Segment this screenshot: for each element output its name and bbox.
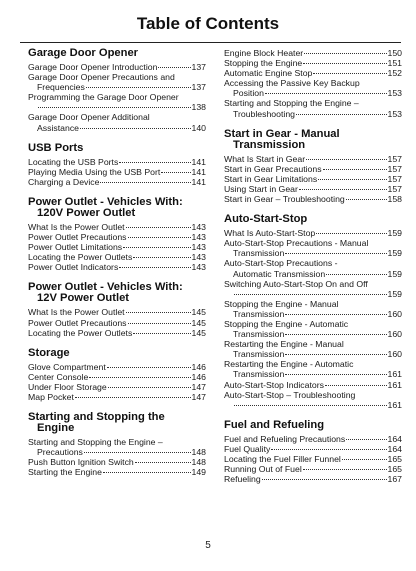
toc-section xyxy=(28,143,206,187)
dot-leader xyxy=(303,63,386,64)
toc-column-left xyxy=(28,48,206,477)
toc-entry-leader-row xyxy=(28,177,206,187)
title-divider xyxy=(20,42,401,43)
toc-entry[interactable] xyxy=(224,359,402,379)
toc-entry-page: 151 xyxy=(387,58,402,69)
toc-entry-leader-row xyxy=(224,109,402,119)
dot-leader xyxy=(133,257,190,258)
toc-entry-title: Engine Block Heater xyxy=(224,48,304,58)
toc-entry-leader-row xyxy=(224,369,402,379)
toc-entry[interactable] xyxy=(28,437,206,457)
section-heading xyxy=(28,412,206,434)
toc-entry[interactable] xyxy=(28,457,206,467)
section-heading-line: Start in Gear - Manual xyxy=(224,127,340,140)
toc-entry-leader-row xyxy=(224,444,402,454)
toc-section xyxy=(28,48,206,133)
dot-leader xyxy=(342,459,387,460)
toc-entry-page: 141 xyxy=(191,176,206,187)
dot-leader xyxy=(306,159,386,160)
dot-leader xyxy=(38,107,191,108)
toc-entry[interactable] xyxy=(224,474,402,484)
toc-entry-leader-row xyxy=(28,232,206,242)
toc-entry-page: 145 xyxy=(191,327,206,338)
toc-entry[interactable] xyxy=(224,68,402,78)
toc-entry-leader-row xyxy=(224,88,402,98)
toc-entry[interactable] xyxy=(28,242,206,252)
toc-entry[interactable] xyxy=(224,228,402,238)
toc-entry-title: Locating the Power Outlets xyxy=(28,327,133,338)
toc-entry-leader-row xyxy=(28,372,206,382)
toc-entry-leader-row xyxy=(28,457,206,467)
dot-leader xyxy=(135,462,191,463)
toc-section xyxy=(28,282,206,337)
dot-leader xyxy=(285,253,386,254)
toc-entry-leader-row xyxy=(28,328,206,338)
toc-entry-title: Troubleshooting xyxy=(233,108,295,119)
toc-entry[interactable] xyxy=(224,258,402,278)
dot-leader xyxy=(265,93,387,94)
toc-entry-page: 157 xyxy=(387,153,402,164)
toc-section xyxy=(28,348,206,402)
toc-entry-leader-row xyxy=(28,102,206,112)
toc-entry-leader-row xyxy=(224,68,402,78)
toc-entry-page: 161 xyxy=(387,369,402,380)
toc-entry-page: 167 xyxy=(387,474,402,485)
toc-entry-title: Transmission xyxy=(233,349,285,360)
toc-entry[interactable] xyxy=(28,382,206,392)
toc-entry-page: 141 xyxy=(191,156,206,167)
toc-entry[interactable] xyxy=(28,62,206,72)
toc-entry[interactable] xyxy=(28,222,206,232)
toc-entry-title: Starting and Stopping the Engine – xyxy=(28,437,163,448)
toc-entry[interactable] xyxy=(224,390,402,410)
dot-leader xyxy=(325,385,387,386)
toc-entry-leader-row xyxy=(28,307,206,317)
dot-leader xyxy=(119,267,190,268)
dot-leader xyxy=(296,114,387,115)
toc-entry-leader-row xyxy=(224,380,402,390)
dot-leader xyxy=(318,179,386,180)
dot-leader xyxy=(285,334,386,335)
toc-entry-title: Restarting the Engine - Automatic xyxy=(224,359,354,370)
toc-entry-leader-row xyxy=(224,184,402,194)
toc-entry-title: What Is Auto-Start-Stop xyxy=(224,228,316,239)
toc-entry-title: Precautions xyxy=(37,447,83,458)
toc-entry[interactable] xyxy=(28,72,206,92)
toc-entry-leader-row xyxy=(224,349,402,359)
toc-entry-title: Frequencies xyxy=(37,82,85,93)
toc-entry[interactable] xyxy=(224,319,402,339)
toc-entry-page: 141 xyxy=(191,166,206,177)
toc-entry-leader-row xyxy=(224,289,402,299)
section-heading-line: Power Outlet - Vehicles With: xyxy=(28,195,183,208)
toc-section xyxy=(28,412,206,477)
toc-entry[interactable] xyxy=(28,372,206,382)
toc-entry-title: Garage Door Opener Additional xyxy=(28,112,150,123)
dot-leader xyxy=(316,233,386,234)
toc-entry-leader-row xyxy=(28,62,206,72)
dot-leader xyxy=(285,354,386,355)
toc-entry[interactable] xyxy=(224,154,402,164)
toc-entry-title: Refueling xyxy=(224,474,261,485)
toc-entry-title: Map Pocket xyxy=(28,391,74,402)
toc-entry-page: 159 xyxy=(387,288,402,299)
dot-leader xyxy=(304,53,386,54)
toc-entry-page: 153 xyxy=(387,88,402,99)
toc-entry-title: Stopping the Engine xyxy=(224,58,303,69)
toc-entry-leader-row xyxy=(224,269,402,279)
toc-entry-page: 153 xyxy=(387,108,402,119)
toc-entry-leader-row xyxy=(28,222,206,232)
toc-column-right xyxy=(224,48,402,484)
toc-entry-page: 149 xyxy=(191,467,206,478)
toc-entry-leader-row xyxy=(224,154,402,164)
toc-entry-leader-row xyxy=(224,248,402,258)
toc-entry-page: 160 xyxy=(387,329,402,340)
toc-entry-title: Starting and Stopping the Engine – xyxy=(224,98,359,109)
dot-leader xyxy=(326,274,386,275)
dot-leader xyxy=(107,367,191,368)
dot-leader xyxy=(323,169,387,170)
toc-entry-title: Push Button Ignition Switch xyxy=(28,457,134,468)
toc-entry-leader-row xyxy=(224,48,402,58)
toc-entry[interactable] xyxy=(224,174,402,184)
toc-entry-leader-row xyxy=(224,194,402,204)
toc-section xyxy=(28,197,206,272)
toc-entry-title: What Is the Power Outlet xyxy=(28,221,125,232)
dot-leader xyxy=(89,377,190,378)
toc-entry-title: Under Floor Storage xyxy=(28,381,107,392)
dot-leader xyxy=(313,73,386,74)
toc-entry-leader-row xyxy=(224,58,402,68)
toc-entry[interactable] xyxy=(224,58,402,68)
toc-entry-leader-row xyxy=(224,228,402,238)
toc-entry-title: Assistance xyxy=(37,122,80,133)
dot-leader xyxy=(126,312,191,313)
toc-entry-title: Garage Door Opener Precautions and xyxy=(28,72,175,83)
toc-entry-title: Auto-Start-Stop – Troubleshooting xyxy=(224,389,356,400)
section-heading xyxy=(224,214,402,225)
toc-entry-page: 146 xyxy=(191,361,206,372)
dot-leader xyxy=(86,87,191,88)
toc-entry-title: Using Start in Gear xyxy=(224,183,298,194)
toc-entry-title: Garage Door Opener Introduction xyxy=(28,62,158,72)
toc-entry[interactable] xyxy=(224,464,402,474)
toc-entry[interactable] xyxy=(28,392,206,402)
dot-leader xyxy=(100,182,190,183)
toc-entry[interactable] xyxy=(224,279,402,299)
toc-entry-title: Transmission xyxy=(233,369,285,380)
toc-entry-leader-row xyxy=(224,434,402,444)
toc-entry-page: 159 xyxy=(387,248,402,259)
toc-entry-leader-row xyxy=(224,174,402,184)
toc-entry-page: 148 xyxy=(191,457,206,468)
toc-entry-leader-row xyxy=(28,123,206,133)
toc-entry-leader-row xyxy=(28,82,206,92)
section-heading-line: 120V Power Outlet xyxy=(37,206,136,219)
toc-entry-title: Power Outlet Precautions xyxy=(28,317,127,328)
dot-leader xyxy=(346,439,386,440)
toc-entry-title: Fuel and Refueling Precautions xyxy=(224,433,346,444)
toc-entry-leader-row xyxy=(28,318,206,328)
toc-entry-title: Locating the Power Outlets xyxy=(28,252,133,263)
toc-entry-title: Transmission xyxy=(233,248,285,259)
toc-entry[interactable] xyxy=(224,299,402,319)
section-heading-line: Power Outlet - Vehicles With: xyxy=(28,281,183,294)
toc-entry[interactable] xyxy=(28,362,206,372)
toc-entry-page: 138 xyxy=(191,102,206,113)
toc-entry-leader-row xyxy=(28,252,206,262)
dot-leader xyxy=(133,333,190,334)
toc-entry[interactable] xyxy=(28,167,206,177)
toc-entry-title: Stopping the Engine - Manual xyxy=(224,298,339,309)
section-heading-line: Storage xyxy=(28,346,70,359)
dot-leader xyxy=(161,172,190,173)
toc-entry-title: Locating the USB Ports xyxy=(28,156,119,167)
section-heading-line: Transmission xyxy=(233,138,306,151)
toc-entry[interactable] xyxy=(28,262,206,272)
toc-entry-title: Programming the Garage Door Opener xyxy=(28,92,179,103)
dot-leader xyxy=(119,162,190,163)
toc-entry[interactable] xyxy=(224,434,402,444)
toc-entry-title: Playing Media Using the USB Port xyxy=(28,166,161,177)
dot-leader xyxy=(285,374,386,375)
toc-entry-page: 157 xyxy=(387,183,402,194)
section-heading-line: Starting and Stopping the xyxy=(28,411,165,424)
section-heading xyxy=(28,143,206,154)
toc-entry-page: 145 xyxy=(191,317,206,328)
toc-entry-page: 140 xyxy=(191,122,206,133)
toc-entry-leader-row xyxy=(28,467,206,477)
toc-entry-page: 160 xyxy=(387,349,402,360)
toc-entry-leader-row xyxy=(28,382,206,392)
toc-entry-page: 158 xyxy=(387,194,402,205)
toc-entry-title: Auto-Start-Stop Precautions - xyxy=(224,258,338,269)
toc-entry[interactable] xyxy=(28,177,206,187)
toc-entry-title: Center Console xyxy=(28,371,89,382)
toc-entry-leader-row xyxy=(224,474,402,484)
toc-entry[interactable] xyxy=(224,164,402,174)
toc-entry-page: 146 xyxy=(191,371,206,382)
page-title: Table of Contents xyxy=(136,14,280,33)
toc-entry[interactable] xyxy=(28,92,206,112)
section-heading xyxy=(28,197,206,219)
toc-entry-title: Charging a Device xyxy=(28,176,100,187)
dot-leader xyxy=(126,227,191,228)
dot-leader xyxy=(234,294,387,295)
dot-leader xyxy=(234,405,387,406)
section-heading-line: Garage Door Opener xyxy=(28,47,139,59)
toc-entry[interactable] xyxy=(28,307,206,317)
toc-entry-page: 143 xyxy=(191,232,206,243)
toc-entry-title: Power Outlet Indicators xyxy=(28,262,119,273)
toc-entry-title: Fuel Quality xyxy=(224,443,271,454)
section-heading-line: Fuel and Refueling xyxy=(224,418,325,431)
toc-entry-leader-row xyxy=(224,464,402,474)
toc-entry-title: Start in Gear – Troubleshooting xyxy=(224,194,345,205)
section-heading-line: 12V Power Outlet xyxy=(37,292,130,305)
toc-entry[interactable] xyxy=(28,112,206,132)
toc-entry-leader-row xyxy=(28,242,206,252)
toc-entry[interactable] xyxy=(224,98,402,118)
dot-leader xyxy=(158,67,190,68)
toc-entry[interactable] xyxy=(28,467,206,477)
dot-leader xyxy=(123,247,190,248)
dot-leader xyxy=(128,323,191,324)
toc-entry[interactable] xyxy=(224,48,402,58)
toc-entry[interactable] xyxy=(224,380,402,390)
toc-entry[interactable] xyxy=(224,454,402,464)
toc-entry[interactable] xyxy=(28,252,206,262)
toc-section xyxy=(224,48,402,119)
toc-entry-leader-row xyxy=(28,447,206,457)
toc-entry-title: Starting the Engine xyxy=(28,467,102,478)
dot-leader xyxy=(75,397,191,398)
toc-entry-page: 150 xyxy=(387,48,402,58)
toc-entry-page: 148 xyxy=(191,447,206,458)
dot-leader xyxy=(271,449,386,450)
toc-entry-title: Transmission xyxy=(233,308,285,319)
toc-entry[interactable] xyxy=(28,318,206,328)
toc-entry-page: 143 xyxy=(191,221,206,232)
dot-leader xyxy=(346,199,387,200)
toc-entry-title: Switching Auto-Start-Stop On and Off xyxy=(224,278,368,289)
section-heading-line: Engine xyxy=(37,422,75,435)
toc-entry-page: 137 xyxy=(191,62,206,72)
toc-entry-leader-row xyxy=(224,309,402,319)
toc-entry-page: 152 xyxy=(387,68,402,79)
toc-entry-title: Running Out of Fuel xyxy=(224,464,302,475)
toc-entry-page: 147 xyxy=(191,381,206,392)
toc-entry-title: Locating the Fuel Filler Funnel xyxy=(224,454,341,464)
toc-entry-page: 160 xyxy=(387,308,402,319)
dot-leader xyxy=(262,479,387,480)
toc-entry-leader-row xyxy=(28,362,206,372)
toc-entry-title: Auto-Start-Stop Precautions - Manual xyxy=(224,238,369,249)
toc-entry-title: What Is Start in Gear xyxy=(224,153,306,164)
toc-entry-page: 143 xyxy=(191,252,206,263)
toc-entry-title: Restarting the Engine - Manual xyxy=(224,339,344,350)
toc-entry-page: 164 xyxy=(387,443,402,454)
toc-entry-page: 164 xyxy=(387,433,402,444)
toc-entry[interactable] xyxy=(28,328,206,338)
toc-entry-title: Automatic Transmission xyxy=(233,268,326,279)
toc-entry-page: 157 xyxy=(387,173,402,184)
toc-entry-leader-row xyxy=(28,392,206,402)
section-heading xyxy=(28,48,206,59)
toc-entry-page: 159 xyxy=(387,228,402,239)
section-heading xyxy=(224,129,402,151)
toc-section xyxy=(224,129,402,204)
toc-entry-leader-row xyxy=(28,167,206,177)
toc-entry-page: 147 xyxy=(191,391,206,402)
section-heading xyxy=(224,420,402,431)
toc-entry[interactable] xyxy=(224,339,402,359)
toc-entry-title: Stopping the Engine - Automatic xyxy=(224,318,349,329)
toc-entry-title: Power Outlet Precautions xyxy=(28,232,127,243)
toc-entry-leader-row xyxy=(28,262,206,272)
dot-leader xyxy=(103,472,191,473)
section-heading-line: Auto-Start-Stop xyxy=(224,213,308,226)
dot-leader xyxy=(285,314,386,315)
toc-entry-page: 143 xyxy=(191,242,206,253)
toc-entry[interactable] xyxy=(28,232,206,242)
toc-entry-title: Glove Compartment xyxy=(28,361,106,372)
toc-entry-page: 137 xyxy=(191,82,206,93)
section-heading xyxy=(28,348,206,359)
toc-entry-leader-row xyxy=(224,164,402,174)
toc-entry[interactable] xyxy=(224,194,402,204)
toc-section xyxy=(224,420,402,484)
section-heading xyxy=(28,282,206,304)
toc-entry-page: 143 xyxy=(191,262,206,273)
toc-entry-title: Accessing the Passive Key Backup xyxy=(224,78,360,89)
dot-leader xyxy=(108,387,191,388)
toc-entry[interactable] xyxy=(224,78,402,98)
dot-leader xyxy=(128,237,191,238)
toc-entry-title: Start in Gear Precautions xyxy=(224,163,322,174)
toc-entry-title: Start in Gear Limitations xyxy=(224,173,318,184)
toc-entry-leader-row xyxy=(224,454,402,464)
toc-entry-title: Automatic Engine Stop xyxy=(224,68,313,79)
dot-leader xyxy=(84,452,191,453)
toc-entry-title: Position xyxy=(233,88,264,99)
dot-leader xyxy=(299,189,387,190)
toc-entry-page: 161 xyxy=(387,379,402,390)
toc-entry-page: 159 xyxy=(387,268,402,279)
toc-entry-leader-row xyxy=(224,400,402,410)
toc-entry[interactable] xyxy=(224,184,402,194)
toc-entry-title: What Is the Power Outlet xyxy=(28,307,125,318)
toc-entry[interactable] xyxy=(224,238,402,258)
toc-entry-title: Transmission xyxy=(233,329,285,340)
toc-entry-leader-row xyxy=(28,157,206,167)
page-number: 5 xyxy=(205,540,211,551)
toc-entry-title: Power Outlet Limitations xyxy=(28,242,123,253)
toc-section xyxy=(224,214,402,410)
section-heading-line: USB Ports xyxy=(28,141,84,154)
toc-entry-leader-row xyxy=(224,329,402,339)
toc-entry-page: 157 xyxy=(387,163,402,174)
toc-entry-page: 165 xyxy=(387,454,402,464)
dot-leader xyxy=(303,469,387,470)
dot-leader xyxy=(80,128,190,129)
toc-entry-page: 161 xyxy=(387,399,402,410)
toc-entry[interactable] xyxy=(224,444,402,454)
toc-entry[interactable] xyxy=(28,157,206,167)
toc-entry-title: Auto-Start-Stop Indicators xyxy=(224,379,324,390)
toc-entry-page: 145 xyxy=(191,307,206,318)
toc-entry-page: 165 xyxy=(387,464,402,475)
